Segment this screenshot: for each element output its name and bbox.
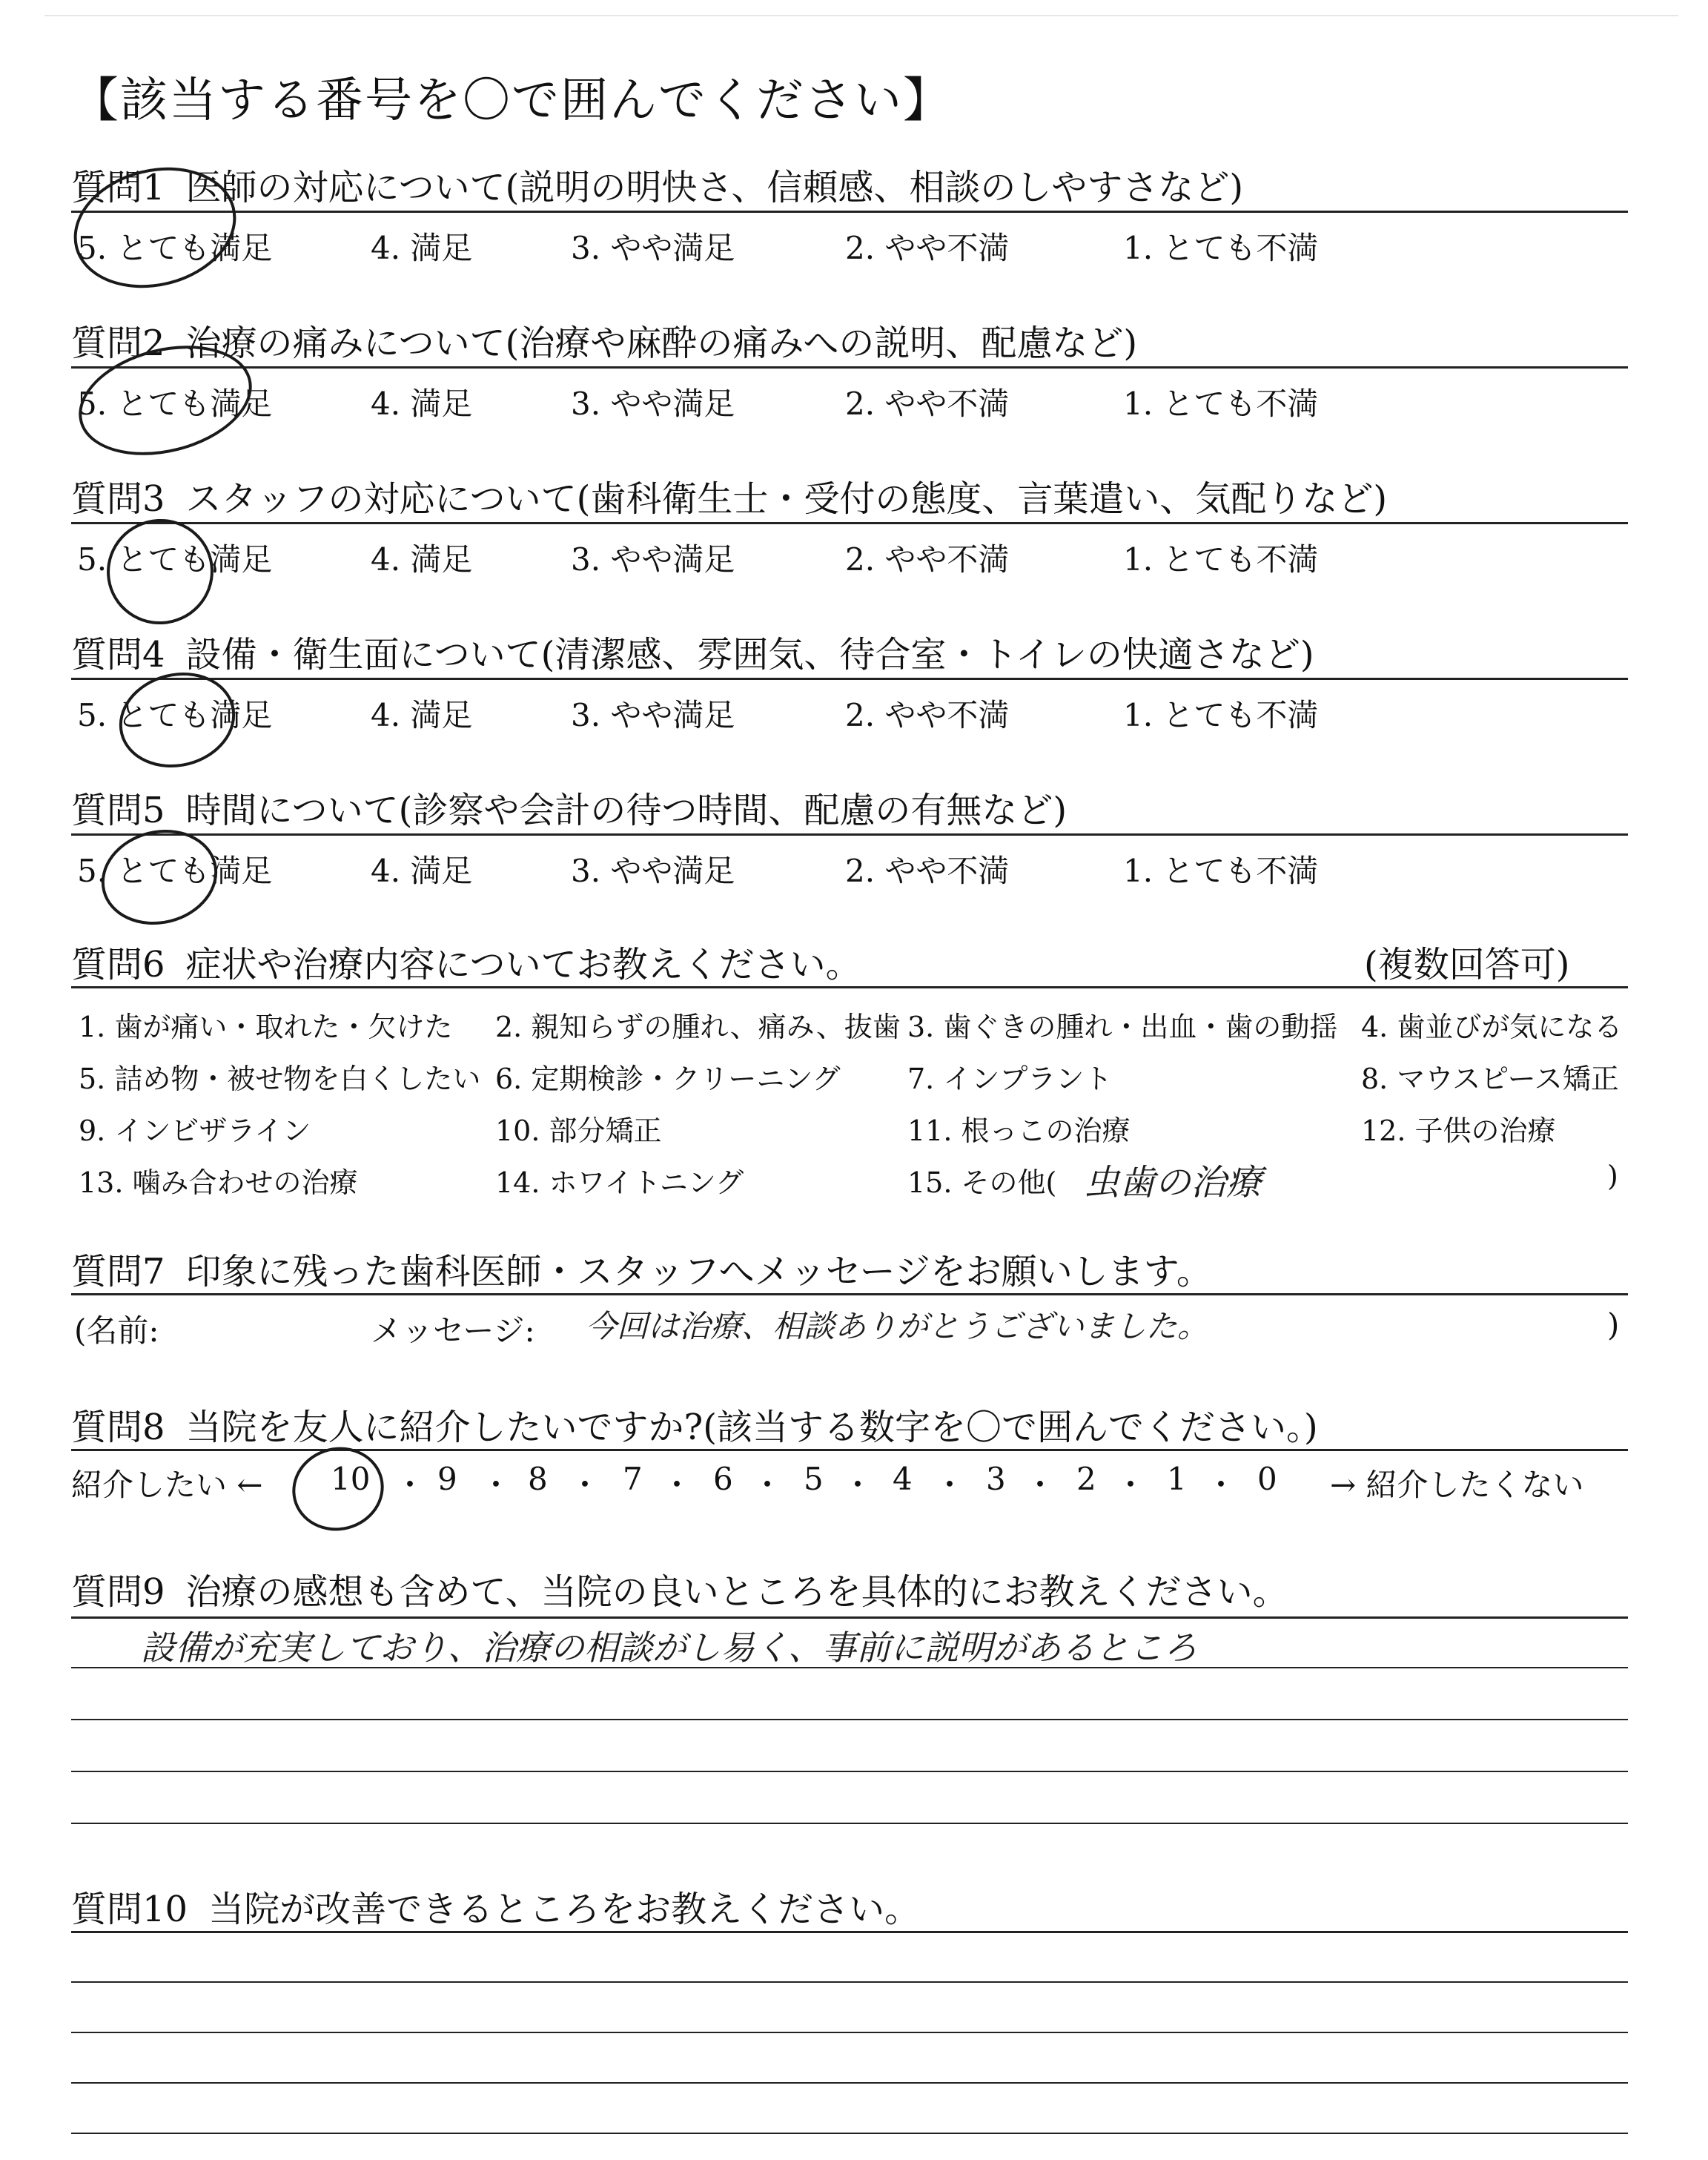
question-text: 医師の対応について(説明の明快さ、信頼感、相談のしやすさなど): [185, 167, 1244, 208]
question-label: 質問1: [71, 167, 165, 208]
q8-scale-dot: ・: [1025, 1467, 1056, 1503]
question-text: スタッフの対応について(歯科衛生士・受付の態度、言葉遣い、気配りなど): [185, 478, 1388, 520]
q4-option-5[interactable]: 5. とても満足: [77, 697, 273, 733]
q8-scale-5[interactable]: 5: [804, 1461, 824, 1497]
question-9: [71, 1563, 1288, 1614]
q8-selection-circle: [283, 1438, 392, 1541]
q1-option-1[interactable]: 1. とても不満: [1123, 230, 1319, 266]
q6-other-close-paren: ): [1607, 1160, 1618, 1192]
question-rule: [71, 1931, 1628, 1933]
q1-option-4[interactable]: 4. 満足: [371, 230, 473, 266]
q8-scale-9[interactable]: 9: [437, 1461, 457, 1497]
q8-scale-dot: ・: [394, 1467, 426, 1503]
q2-option-3[interactable]: 3. やや満足: [571, 386, 735, 422]
q4-option-4[interactable]: 4. 満足: [371, 697, 473, 733]
q8-right-label: → 紹介したくない: [1330, 1467, 1584, 1503]
question-text: 治療の痛みについて(治療や麻酔の痛みへの説明、配慮など): [185, 323, 1138, 364]
answer-line: [71, 1981, 1628, 1983]
answer-line: [71, 1667, 1628, 1668]
page-top-border: [44, 15, 1678, 16]
q4-option-1[interactable]: 1. とても不満: [1123, 697, 1319, 733]
form-heading: 【該当する番号を〇で囲んでください】: [71, 73, 952, 128]
answer-line: [71, 2082, 1628, 2084]
q6-item-3[interactable]: 3. 歯ぐきの腫れ・出血・歯の動揺: [907, 1011, 1338, 1043]
answer-line: [71, 1823, 1628, 1824]
q6-other-answer[interactable]: 虫歯の治療: [1084, 1162, 1262, 1203]
q7-message-label: メッセージ:: [371, 1312, 535, 1349]
q6-item-12[interactable]: 12. 子供の治療: [1361, 1114, 1556, 1147]
question-text: 当院が改善できるところをお教えください。: [208, 1889, 921, 1930]
question-label: 質問9: [71, 1571, 165, 1613]
question-4: [71, 626, 1314, 677]
q8-scale-dot: ・: [661, 1467, 693, 1503]
q8-scale-dot: ・: [1205, 1467, 1237, 1503]
q3-option-3[interactable]: 3. やや満足: [571, 541, 735, 578]
q5-option-2[interactable]: 2. やや不満: [845, 853, 1010, 889]
question-text: 当院を友人に紹介したいですか?(該当する数字を〇で囲んでください。): [185, 1407, 1318, 1448]
q6-item-10[interactable]: 10. 部分矯正: [495, 1114, 662, 1147]
q6-item-4[interactable]: 4. 歯並びが気になる: [1361, 1011, 1623, 1043]
q8-scale-dot: ・: [934, 1467, 966, 1503]
q3-option-1[interactable]: 1. とても不満: [1123, 541, 1319, 578]
q6-item-11[interactable]: 11. 根っこの治療: [907, 1114, 1131, 1147]
q4-option-3[interactable]: 3. やや満足: [571, 697, 735, 733]
question-rule: [71, 1449, 1628, 1451]
q6-item-5[interactable]: 5. 詰め物・被せ物を白くしたい: [79, 1063, 481, 1095]
q8-scale-10[interactable]: 10: [331, 1461, 371, 1497]
q6-item-1[interactable]: 1. 歯が痛い・取れた・欠けた: [79, 1011, 453, 1043]
q8-scale-4[interactable]: 4: [893, 1461, 913, 1497]
q1-option-3[interactable]: 3. やや満足: [571, 230, 735, 266]
q7-message-answer[interactable]: 今回は治療、相談ありがとうございました。: [586, 1308, 1209, 1344]
answer-line: [71, 2133, 1628, 2134]
question-rule: [71, 986, 1628, 988]
q2-option-4[interactable]: 4. 満足: [371, 386, 473, 422]
q2-option-2[interactable]: 2. やや不満: [845, 386, 1010, 422]
q9-answer[interactable]: 設備が充実しており、治療の相談がし易く、事前に説明があるところ: [141, 1628, 1198, 1668]
q5-option-4[interactable]: 4. 満足: [371, 853, 473, 889]
question-text: 治療の感想も含めて、当院の良いところを具体的にお教えください。: [185, 1571, 1288, 1613]
question-label: 質問6: [71, 944, 165, 985]
q7-name-label: (名前:: [74, 1312, 159, 1349]
question-3: [71, 470, 1387, 521]
question-label: 質問5: [71, 790, 165, 831]
question-rule: [71, 522, 1628, 524]
question-rule: [71, 833, 1628, 836]
question-text: 時間について(診察や会計の待つ時間、配慮の有無など): [185, 790, 1068, 831]
q3-option-5[interactable]: 5. とても満足: [77, 541, 273, 578]
answer-line: [71, 1771, 1628, 1772]
question-rule: [71, 1616, 1628, 1619]
question-text: 設備・衛生面について(清潔感、雰囲気、待合室・トイレの快適さなど): [185, 634, 1314, 676]
q1-option-5[interactable]: 5. とても満足: [77, 230, 273, 266]
answer-line: [71, 2032, 1628, 2033]
q8-scale-dot: ・: [480, 1467, 512, 1503]
q2-option-1[interactable]: 1. とても不満: [1123, 386, 1319, 422]
question-8: [71, 1398, 1318, 1450]
question-label: 質問3: [71, 478, 165, 520]
q8-scale-0[interactable]: 0: [1257, 1461, 1277, 1497]
q5-option-1[interactable]: 1. とても不満: [1123, 853, 1319, 889]
q7-close-paren: ): [1607, 1307, 1620, 1343]
q8-scale-dot: ・: [1115, 1467, 1147, 1503]
q8-scale-8[interactable]: 8: [528, 1461, 548, 1497]
q3-option-2[interactable]: 2. やや不満: [845, 541, 1010, 578]
question-1: [71, 159, 1243, 210]
question-label: 質問7: [71, 1251, 165, 1292]
q5-option-3[interactable]: 3. やや満足: [571, 853, 735, 889]
q4-option-2[interactable]: 2. やや不満: [845, 697, 1010, 733]
question-label: 質問8: [71, 1407, 165, 1448]
question-10: [71, 1880, 920, 1932]
q6-item-7[interactable]: 7. インプラント: [907, 1063, 1113, 1095]
q8-scale-dot: ・: [842, 1467, 874, 1503]
q8-scale-6[interactable]: 6: [713, 1461, 733, 1497]
multiple-answer-note: (複数回答可): [1364, 944, 1570, 985]
question-label: 質問10: [71, 1889, 188, 1930]
q6-item-9[interactable]: 9. インビザライン: [79, 1114, 311, 1147]
q6-item-15[interactable]: 15. その他(: [907, 1166, 1057, 1199]
q6-item-14[interactable]: 14. ホワイトニング: [495, 1166, 744, 1199]
q1-option-2[interactable]: 2. やや不満: [845, 230, 1010, 266]
q8-scale-dot: ・: [752, 1467, 784, 1503]
question-rule: [71, 211, 1628, 213]
question-text: 印象に残った歯科医師・スタッフへメッセージをお願いします。: [185, 1251, 1212, 1292]
answer-line: [71, 1719, 1628, 1720]
q2-option-5[interactable]: 5. とても満足: [77, 386, 273, 422]
q8-scale-dot: ・: [569, 1467, 601, 1503]
question-rule: [71, 678, 1628, 680]
q5-option-5[interactable]: 5. とても満足: [77, 853, 273, 889]
q6-item-8[interactable]: 8. マウスピース矯正: [1361, 1063, 1619, 1095]
q6-item-2[interactable]: 2. 親知らずの腫れ、痛み、抜歯: [495, 1011, 901, 1043]
q6-item-6[interactable]: 6. 定期検診・クリーニング: [495, 1063, 841, 1095]
question-5: [71, 782, 1067, 833]
q8-scale-1[interactable]: 1: [1167, 1461, 1187, 1497]
q8-scale-7[interactable]: 7: [623, 1461, 643, 1497]
q3-option-4[interactable]: 4. 満足: [371, 541, 473, 578]
q8-scale-2[interactable]: 2: [1076, 1461, 1096, 1497]
q6-item-13[interactable]: 13. 噛み合わせの治療: [79, 1166, 358, 1199]
question-label: 質問4: [71, 634, 165, 676]
question-text: 症状や治療内容についてお教えください。: [185, 944, 861, 985]
q3-selection-circle: [96, 508, 225, 636]
q8-left-label: 紹介したい ←: [71, 1467, 263, 1503]
q8-scale-3[interactable]: 3: [986, 1461, 1006, 1497]
question-rule: [71, 366, 1628, 369]
question-6: [71, 936, 861, 987]
question-label: 質問2: [71, 323, 165, 364]
question-7: [71, 1243, 1212, 1294]
question-rule: [71, 1293, 1628, 1295]
